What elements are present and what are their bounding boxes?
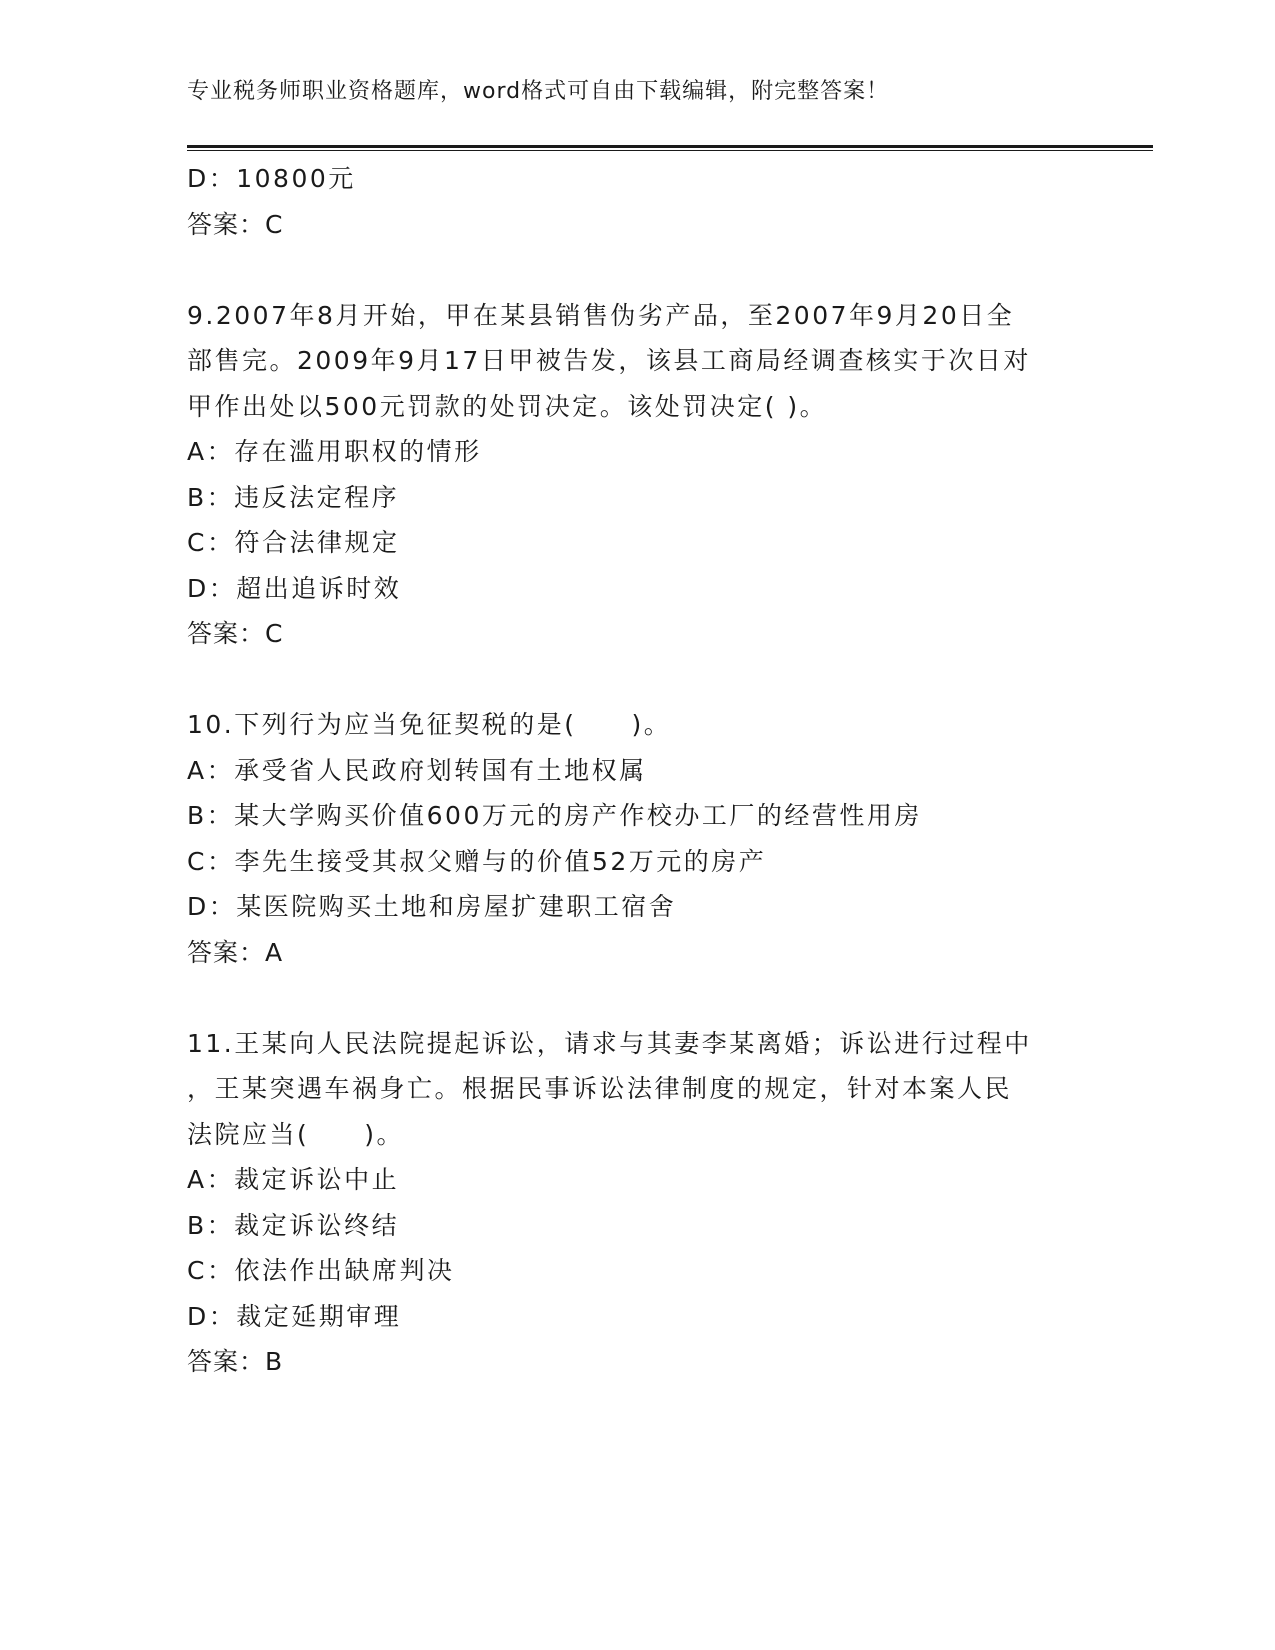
question-10 (187, 702, 1087, 975)
question-text: 法院应当( )。 (187, 1119, 405, 1149)
spacer (187, 657, 1087, 703)
option-a: A：存在滥用职权的情形 (187, 437, 482, 466)
page-header: 专业税务师职业资格题库，word格式可自由下载编辑，附完整答案！ (187, 79, 890, 104)
spacer (187, 975, 1087, 1021)
option-c: C：李先生接受其叔父赠与的价值52万元的房产 (187, 846, 767, 876)
question-11 (187, 1021, 1087, 1385)
option-a: A：裁定诉讼中止 (187, 1165, 400, 1194)
option-c: C：依法作出缺席判决 (187, 1256, 455, 1285)
question-9 (187, 293, 1087, 657)
option-b: B：裁定诉讼终结 (187, 1210, 400, 1240)
question-content (187, 156, 1087, 1385)
question-text: ，王某突遇车祸身亡。根据民事诉讼法律制度的规定，针对本案人民 (187, 1074, 1013, 1103)
question-text: 甲作出处以500元罚款的处罚决定。该处罚决定( )。 (187, 391, 828, 421)
option-d: D：10800元 (187, 164, 356, 193)
question-text: 10.下列行为应当免征契税的是( )。 (187, 710, 672, 739)
option-b: B：某大学购买价值600万元的房产作校办工厂的经营性用房 (187, 801, 922, 830)
question-text: 部售完。2009年9月17日甲被告发，该县工商局经调查核实于次日对 (187, 346, 1031, 375)
question-text: 11.王某向人民法院提起诉讼，请求与其妻李某离婚；诉讼进行过程中 (187, 1028, 1032, 1058)
option-d: D：某医院购买土地和房屋扩建职工宿舍 (187, 892, 677, 921)
option-d: D：超出追诉时效 (187, 573, 402, 603)
question-text: 9.2007年8月开始，甲在某县销售伪劣产品，至2007年9月20日全 (187, 300, 1015, 330)
option-c: C：符合法律规定 (187, 528, 400, 557)
answer: 答案：C (187, 209, 284, 239)
header-rule (187, 145, 1153, 148)
option-a: A：承受省人民政府划转国有土地权属 (187, 755, 647, 785)
option-b: B：违反法定程序 (187, 482, 400, 512)
answer: 答案：A (187, 937, 284, 967)
header-rule-thin (187, 150, 1153, 151)
spacer (187, 247, 1087, 293)
option-d: D：裁定延期审理 (187, 1301, 402, 1331)
answer: 答案：C (187, 619, 284, 648)
answer: 答案：B (187, 1347, 284, 1376)
